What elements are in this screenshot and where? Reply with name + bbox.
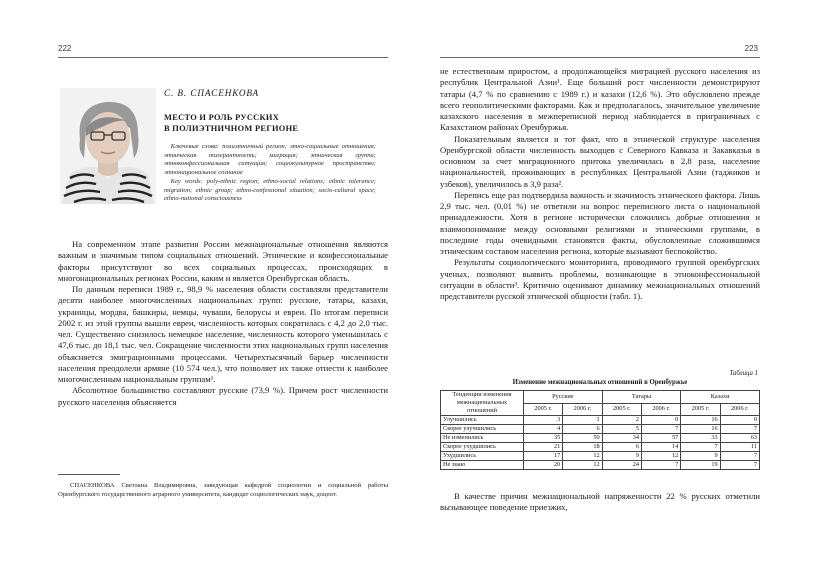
- table-row: [441, 425, 760, 434]
- table-row-label: Скорее ухудшились: [441, 443, 524, 452]
- table-cell: 16: [681, 416, 720, 425]
- author-portrait: [60, 88, 156, 204]
- table-cell: 12: [563, 461, 602, 470]
- keywords-ru-label: Ключевые слова:: [170, 143, 220, 150]
- table-cell: 7: [641, 461, 680, 470]
- table-row-label: Не знаю: [441, 461, 524, 470]
- article-title: [164, 112, 374, 134]
- table-group-header: Казахи: [681, 391, 760, 404]
- footnote-rule: [58, 474, 120, 475]
- table-cell: 21: [524, 443, 563, 452]
- table-caption: Таблица 1: [729, 370, 758, 377]
- right-closing-text: [440, 491, 760, 514]
- left-body-text: [58, 239, 388, 408]
- table-cell: 17: [524, 452, 563, 461]
- table-cell: 5: [602, 425, 641, 434]
- article-title-line: В ПОЛИЭТНИЧНОМ РЕГИОНЕ: [164, 124, 299, 133]
- table-cell: 14: [641, 443, 680, 452]
- table-cell: 20: [524, 461, 563, 470]
- table-row: [441, 452, 760, 461]
- table-row: [441, 461, 760, 470]
- paragraph: Результаты социологического мониторинга, проводимого группой оренбургских ученых, позволяют выявить проблемы, возникающие в этноконфессиональной ситуации в области³. Критично оценивают динамику межнациональных отношений представители русской этнической общности (табл. 1).: [440, 257, 760, 301]
- keywords-en: [164, 178, 376, 204]
- table-header-row: [441, 391, 760, 404]
- table-cell: 12: [641, 452, 680, 461]
- table-cell: 34: [602, 434, 641, 443]
- table-row-header: Тенденции изменения межнациональных отношений: [441, 391, 524, 416]
- page-number: 223: [744, 44, 758, 53]
- table-cell: 7: [681, 443, 720, 452]
- table-row-label: Улучшились: [441, 416, 524, 425]
- table-cell: 9: [602, 452, 641, 461]
- table-cell: 7: [720, 425, 759, 434]
- author-name: С. В. СПАСЕНКОВА: [164, 88, 260, 98]
- header-rule: [58, 57, 388, 58]
- table-row-label: Скорее улучшились: [441, 425, 524, 434]
- paragraph: Показательным является и тот факт, что в этнической структуре населения Оренбургской области численность выходцев с Северного Кавказа и Закавказья в основном за счет миграционного притока увеличилась в 2,8 раза, население национальностей, проживающих в республиках Центральной Азии (таджиков и узбеков), увеличилось в 3,9 раза².: [440, 133, 760, 189]
- table-cell: 3: [524, 416, 563, 425]
- table-cell: 33: [681, 434, 720, 443]
- table-cell: 6: [563, 425, 602, 434]
- paragraph: По данным переписи 1989 г., 98,9 % населения области составляли представители десяти наиболее многочисленных национальных групп: русские, татары, казахи, украинцы, мордва, башкиры, немцы, чуваши, белорусы и евреи. По итогам переписи 2002 г. из этой группы вышли евреи, численность которых сократилась с 4,2 до 2,0 тыс. чел. Существенно снизилось немецкое население, численность которого уменьшилась с 47,6 тыс. до 18,1 тыс. чел. Сокращение численности этих национальных групп населения объясняется эмиграционными процессами. Четырехтысячный барьер численности населения преодолели армяне (10 574 чел.), что позволяет их также отнести к наиболее многочисленным национальным группам¹.: [58, 284, 388, 384]
- table-cell: 2: [602, 416, 641, 425]
- table-cell: 0: [720, 416, 759, 425]
- table-cell: 63: [720, 434, 759, 443]
- page-number: 222: [58, 44, 72, 53]
- keywords-block: [164, 143, 376, 204]
- keywords-ru-text: полиэтничный регион; этно-социальные отношения; этническая толерантность; миграция; этническая группа; этноконфессиональная ситуация; социокультурное пространство; этнонациональное сознание: [164, 143, 377, 177]
- author-photo-image: [60, 88, 156, 204]
- table-row: [441, 416, 760, 425]
- header-rule: [440, 57, 760, 58]
- table-year-header: 2006 г.: [563, 403, 602, 416]
- table-cell: 16: [681, 425, 720, 434]
- table-group-header: Русские: [524, 391, 603, 404]
- table-cell: 1: [563, 416, 602, 425]
- table-cell: 24: [602, 461, 641, 470]
- table-cell: 12: [563, 452, 602, 461]
- table-cell: 7: [720, 452, 759, 461]
- table-cell: 18: [563, 443, 602, 452]
- table-row: [441, 443, 760, 452]
- table-cell: 6: [602, 443, 641, 452]
- table-group-header: Татары: [602, 391, 681, 404]
- table-cell: 4: [524, 425, 563, 434]
- paragraph: На современном этапе развития России межнациональные отношения являются важным и значимым типом социальных отношений. Этнические и конфессиональные факторы присутствуют во всех социальных процессах, происходящих в многонациональных регионах России, каким и является Оренбургская область.: [58, 239, 388, 283]
- table-cell: 7: [641, 425, 680, 434]
- paragraph: не естественным приростом, а продолжающейся миграцией русского населения из республик Центральной Азии¹. Еще больший рост численности демонстрируют татары (4,7 % по сравнению с 1989 г.) и казахи (12,6 %). Это обусловлено прежде всего геополитическими факторами. Как и предполагалось, значительное увеличение казахского населения в межпереписной период наблюдается в приграничных с Казахстаном районах Оренбуржья.: [440, 66, 760, 133]
- table-cell: 57: [641, 434, 680, 443]
- article-title-line: МЕСТО И РОЛЬ РУССКИХ: [164, 113, 280, 122]
- table-cell: 19: [681, 461, 720, 470]
- table-year-header: 2006 г.: [720, 403, 759, 416]
- keywords-en-text: poly-ethnic region; ethno-social relations; ethnic tolerance; migration; ethnic group; ethno-confessional situation; socio-cultural space; ethno-national consciousness: [164, 177, 376, 203]
- paragraph: Абсолютное большинство составляют русские (73,9 %). Причем рост численности русского населения объясняется: [58, 385, 388, 407]
- table-row: [441, 434, 760, 443]
- table-cell: 50: [563, 434, 602, 443]
- right-page: [410, 0, 820, 580]
- keywords-ru: [164, 143, 376, 178]
- table-year-header: 2006 г.: [641, 403, 680, 416]
- table-row-label: Не изменились: [441, 434, 524, 443]
- table-row-label: Ухудшились: [441, 452, 524, 461]
- table-title: Изменение межнациональных отношений в Оренбуржье: [512, 379, 688, 386]
- keywords-en-label: Key words:: [170, 177, 203, 185]
- table-cell: 0: [641, 416, 680, 425]
- author-footnote: СПАСЕНКОВА Светлана Владимировна, заведующая кафедрой социологии и социальной работы Оренбургского государственного аграрного университета, кандидат социологических наук, доцент.: [58, 482, 388, 499]
- table-year-header: 2005 г.: [524, 403, 563, 416]
- table-cell: 11: [720, 443, 759, 452]
- table-cell: 7: [720, 461, 759, 470]
- right-body-text: [440, 66, 760, 302]
- paragraph: Перепись еще раз подтвердила важность и значимость этнического фактора. Лишь 2,9 тыс. чел. (0,01 %) не ответили на вопрос переписного листа о национальной принадлежности. Хотя в регионе исторически сложились добрые отношения и взаимопонимание между основными религиями и этническими группами, в последние годы очевидными становятся факты, обусловленные сложившимся этническим составом населения региона, которые вызывают беспокойство.: [440, 189, 760, 256]
- table-cell: 35: [524, 434, 563, 443]
- table-year-header: 2005 г.: [602, 403, 641, 416]
- relations-table: [440, 390, 760, 470]
- table-year-header: 2005 г.: [681, 403, 720, 416]
- paragraph: В качестве причин межнациональной напряженности 22 % русских отметили вызывающее поведение приезжих,: [440, 491, 760, 513]
- table-cell: 9: [681, 452, 720, 461]
